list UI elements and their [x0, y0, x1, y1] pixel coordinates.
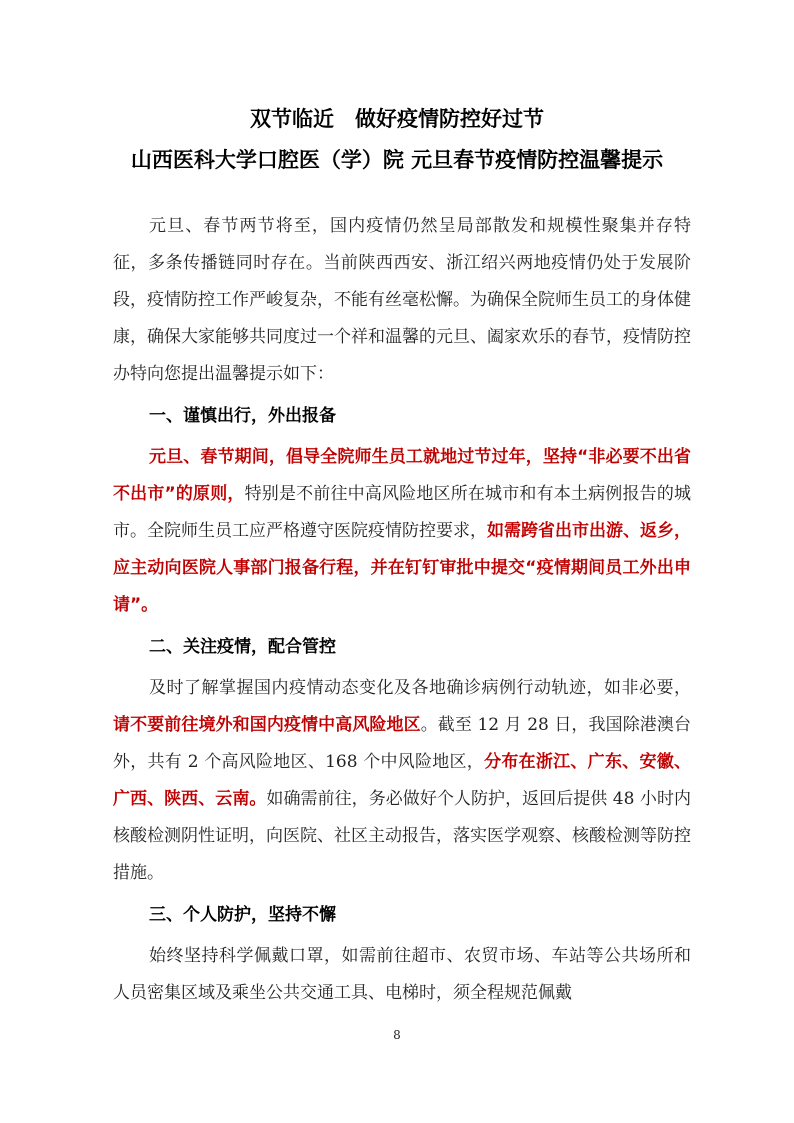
section3-heading: 三、个人防护，坚持不懈 [149, 905, 336, 925]
section2-red-text-1: 请不要前往境外和国内疫情中高风险地区 [113, 715, 421, 735]
section2-text-2: 。截至 12 月 28 日，我国除港澳台外，共有 2 个高风险地区、168 个中风险地区， [113, 715, 691, 772]
section3-paragraph: 始终坚持科学佩戴口罩，如需前往超市、农贸市场、车站等公共场所和人员密集区域及乘坐公共交通工具、电梯时，须全程规范佩戴 [113, 946, 691, 1003]
section2-text-3: 如确需前往，务必做好个人防护，返回后提供 48 小时内核酸检测阴性证明，向医院、社区主动报告，落实医学观察、核酸检测等防控措施。 [113, 789, 691, 883]
section1-paragraph [113, 439, 691, 624]
document-title-line1: 双节临近 做好疫情防控好过节 [250, 107, 544, 131]
section2-red-text-2: 分布在浙江、广东、安徽、广西、陕西、云南。 [113, 752, 692, 809]
document-body [113, 208, 691, 1012]
section1-red-text-2: 如需跨省出市出游、返乡，应主动向医院人事部门报备行程，并在钉钉审批中提交“疫情期间员工外出申请”。 [113, 521, 691, 615]
page-number: 8 [393, 1028, 401, 1042]
section1-text-1: 特别是不前往中高风险地区所在城市和有本土病例报告的城市。全院师生员工应严格遵守医院疫情防控要求， [113, 484, 691, 541]
section1-heading: 一、谨慎出行，外出报备 [149, 406, 336, 426]
document-title-line2: 山西医科大学口腔医（学）院 元旦春节疫情防控温馨提示 [130, 148, 664, 172]
section1-red-text-1: 元旦、春节期间，倡导全院师生员工就地过节过年，坚持“非必要不出省不出市”的原则， [113, 447, 691, 504]
intro-paragraph: 元旦、春节两节将至，国内疫情仍然呈局部散发和规模性聚集并存特征，多条传播链同时存在。当前陕西西安、浙江绍兴两地疫情仍处于发展阶段，疫情防控工作严峻复杂，不能有丝毫松懈。为确保全院师生员工的身体健康，确保大家能够共同度过一个祥和温馨的元旦、阖家欢乐的春节，疫情防控办特向您提出温馨提示如下： [113, 216, 691, 384]
section2-heading: 二、关注疫情，配合管控 [149, 637, 336, 657]
section2-paragraph [113, 670, 691, 892]
section2-text-1: 及时了解掌握国内疫情动态变化及各地确诊病例行动轨迹，如非必要， [149, 678, 691, 698]
